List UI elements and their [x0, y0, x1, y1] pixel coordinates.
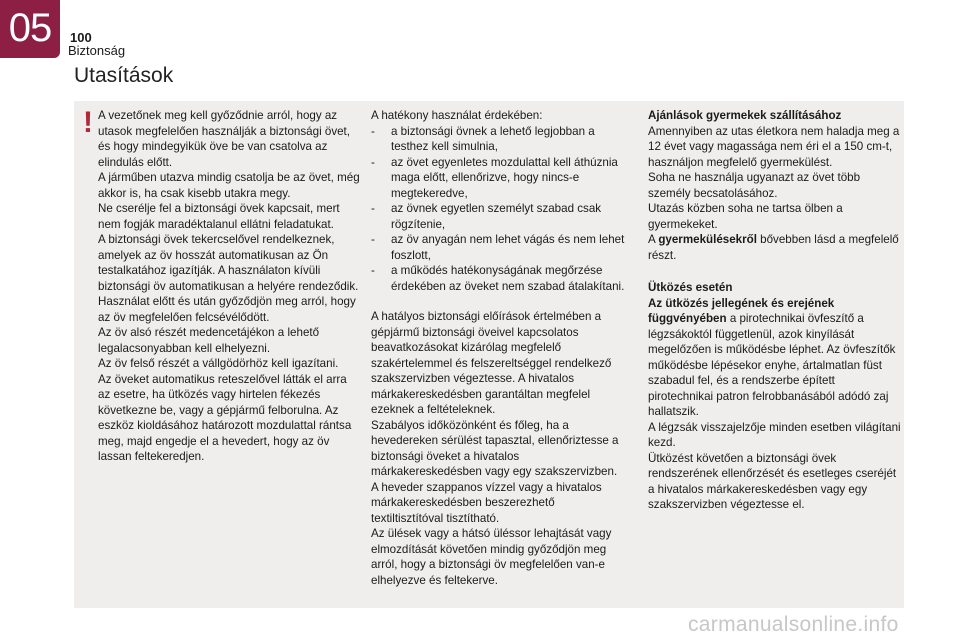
children-reference: A gyermekülésekről bővebben lásd a megfelelő részt.	[648, 233, 899, 262]
usage-intro: A hatékony használat érdekében:	[371, 109, 543, 122]
children-collision-column	[648, 108, 903, 513]
service-paragraph: Az ülések vagy a hátsó üléssor lehajtását vagy elmozdítását követően mindig győződjön meg arról, hogy a biztonsági öv megfelelően van-e elhelyezve és feltekerve.	[371, 527, 612, 587]
warning-paragraph: Ne cserélje fel a biztonsági övek kapcsait, mert nem fogják maradéktalanul ellátni feladatukat.	[98, 202, 340, 231]
usage-column	[371, 108, 629, 588]
warning-paragraph: Az öv felső részét a vállgödörhöz kell igazítani.	[98, 357, 339, 370]
warning-column	[98, 108, 360, 465]
warning-paragraph: A biztonsági övek tekercselővel rendelkeznek, amelyek az öv hosszát automatikusan az Ön testalkatához igazítják. A használaton kívüli biztonsági öv automatikusan a helyére rendeződik.	[98, 233, 359, 293]
collision-paragraph: Az ütközés jellegének és erejének függvényében a pirotechnikai övfeszítő a légzsákoktól függetlenül, azok kinyílását megelőzően is működésbe léphet. Az övfeszítők működésbe lépésekor enyhe, ártalmatlan füst szabadul fel, és a rendszerbe épített pirotechnikai patron felrobbanásából adódó zaj hallatszik.	[648, 296, 896, 418]
warning-paragraph: A járműben utazva mindig csatolja be az övet, még akkor is, ha csak kisebb utakra megy.	[98, 171, 360, 200]
service-paragraph: A heveder szappanos vízzel vagy a hivatalos márkakereskedésben beszerezhető textiltisztítóval tisztítható.	[371, 480, 602, 525]
children-paragraph: Soha ne használja ugyanazt az övet több személy becsatolásához.	[648, 171, 861, 200]
usage-list-item: - az övnek egyetlen személyt szabad csak rögzítenie,	[371, 202, 602, 231]
page-number: 100	[70, 30, 92, 45]
collision-paragraph: Ütközést követően a biztonsági övek rendszerének ellenőrzését és esetleges cseréjét a hivatalos márkakereskedésben vagy egy szakszervizben végeztesse el.	[648, 451, 897, 511]
watermark: carmanualsonline.info	[688, 613, 899, 636]
chapter-number: 05	[8, 6, 52, 50]
exclamation-icon: !	[83, 106, 93, 139]
warning-paragraph: A vezetőnek meg kell győződnie arról, hogy az utasok megfelelően használják a biztonsági övet, és hogy mindegyikük öve be van csatolva az elindulás előtt.	[98, 109, 350, 169]
children-paragraph: Utazás közben soha ne tartsa ölben a gyermekeket.	[648, 202, 843, 231]
chapter-tab	[0, 0, 60, 58]
warning-paragraph: Az öveket automatikus reteszelővel látták el arra az esetre, ha ütközés vagy hirtelen fékezés következne be, vagy a gépjármű felborulna. Az eszköz kioldásához határozott mozdulattal rántsa meg, majd engedje el a hevedert, hogy az öv lassan feltekeredjen.	[98, 372, 352, 463]
service-paragraph: Szabályos időközönként és főleg, ha a hevedereken sérülést tapasztal, ellenőriztesse a biztonsági öveket a hivatalos márkakereskedésben vagy egy szakszervizben.	[371, 418, 619, 478]
usage-list-item: - az öv anyagán nem lehet vágás és nem lehet foszlott,	[371, 233, 625, 262]
service-paragraph: A hatályos biztonsági előírások értelmében a gépjármű biztonsági öveivel kapcsolatos beavatkozásokat kizárólag megfelelő szakértelemmel és felszereltséggel rendelkező szakszervizben végeztesse. A hivatalos márkakereskedésben garantáltan megfelel ezeknek a feltételeknek.	[371, 310, 612, 416]
children-paragraph: Amennyiben az utas életkora nem haladja meg a 12 évet vagy magassága nem éri el a 150 cm-t, használjon megfelelő gyermekülést.	[648, 124, 900, 169]
children-heading: Ajánlások gyermekek szállításához	[648, 109, 842, 122]
usage-list-item: - az övet egyenletes mozdulattal kell áthúznia maga előtt, ellenőrizve, hogy nincs-e megtekeredve,	[371, 155, 618, 200]
usage-list-item: - a működés hatékonyságának megőrzése érdekében az öveket nem szabad átalakítani.	[371, 264, 625, 293]
warning-paragraph: Használat előtt és után győződjön meg arról, hogy az öv megfelelően felcsévélődött.	[98, 295, 356, 324]
usage-list-item: - a biztonsági övnek a lehető legjobban a testhez kell simulnia,	[371, 124, 595, 153]
collision-paragraph: A légzsák visszajelzője minden esetben világítani kezd.	[648, 420, 901, 449]
warning-paragraph: Az öv alsó részét medencetájékon a lehető legalacsonyabban kell elhelyezni.	[98, 326, 320, 355]
collision-heading: Ütközés esetén	[648, 281, 733, 294]
section-name: Biztonság	[68, 43, 126, 58]
page-title: Utasítások	[74, 64, 174, 87]
